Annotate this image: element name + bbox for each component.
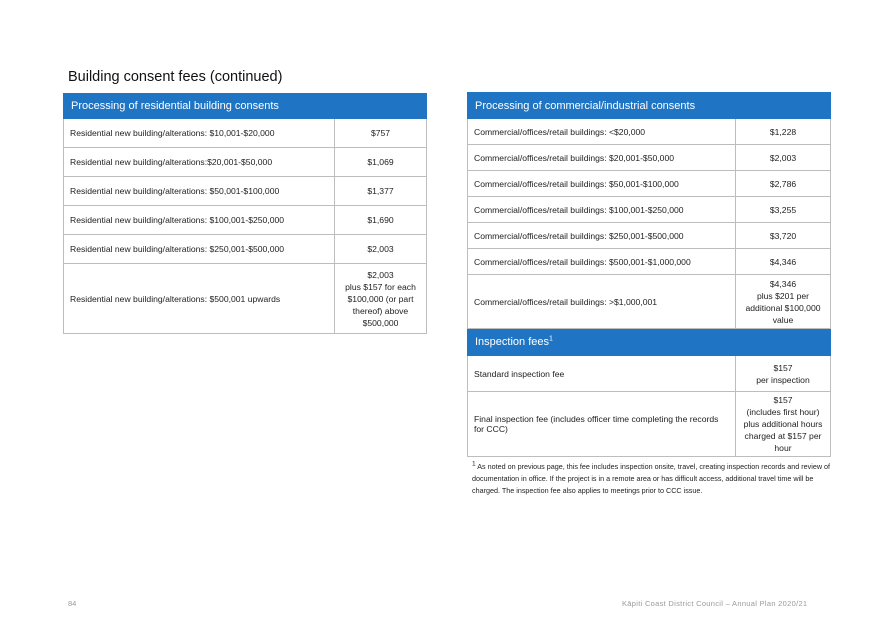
fee-description: Commercial/offices/retail buildings: $100,001-$250,000: [468, 197, 736, 223]
fee-description: Commercial/offices/retail buildings: $20,001-$50,000: [468, 145, 736, 171]
fee-line: additional $100,000: [745, 302, 821, 313]
fee-line: value: [772, 314, 794, 325]
fee-description: Commercial/offices/retail buildings: $50,001-$100,000: [468, 171, 736, 197]
fee-amount: $3,255: [736, 197, 831, 223]
table-row: [64, 264, 427, 334]
table-row: [468, 275, 831, 329]
residential-table-header: [64, 94, 427, 119]
fee-amount: [736, 392, 831, 457]
fee-description: Final inspection fee (includes officer time completing the records for CCC): [468, 392, 736, 457]
residential-heading: Processing of residential building consents: [64, 94, 427, 119]
fee-amount: $3,720: [736, 223, 831, 249]
fee-description: Commercial/offices/retail buildings: >$1,000,001: [468, 275, 736, 329]
footnote-text: As noted on previous page, this fee includes inspection onsite, travel, creating inspection records and review of documentation in office. If the project is in a remote area or has difficult access, additional travel time will be charged. The inspection fee also applies to meetings prior to CCC issue.: [472, 462, 831, 495]
fee-description: Residential new building/alterations: $500,001 upwards: [64, 264, 335, 334]
fee-description: Commercial/offices/retail buildings: $250,001-$500,000: [468, 223, 736, 249]
fee-line: $157: [773, 362, 793, 373]
footnote-marker: 1: [549, 335, 553, 343]
residential-fees-table: [63, 93, 427, 334]
fee-amount: $4,346: [736, 249, 831, 275]
table-row: [468, 392, 831, 457]
fee-line: $500,000: [362, 317, 399, 328]
fee-amount: $757: [335, 119, 427, 148]
fee-description: Residential new building/alterations: $10,001-$20,000: [64, 119, 335, 148]
inspection-heading-empty: [736, 329, 831, 356]
fee-description: Residential new building/alterations: $250,001-$500,000: [64, 235, 335, 264]
fee-line: $100,000 (or part: [347, 293, 414, 304]
document-footer: Kāpiti Coast District Council – Annual Plan 2020/21: [622, 599, 808, 608]
fee-amount: $1,069: [335, 148, 427, 177]
fee-amount: $1,690: [335, 206, 427, 235]
table-row: [468, 249, 831, 275]
footnote-number: 1: [472, 460, 476, 468]
fee-description: Residential new building/alterations:$20,001-$50,000: [64, 148, 335, 177]
page-number: 84: [68, 599, 77, 608]
fee-description: Residential new building/alterations: $50,001-$100,000: [64, 177, 335, 206]
table-row: [468, 223, 831, 249]
fee-line: plus $201 per: [756, 290, 810, 301]
fee-line: $2,003: [367, 269, 394, 280]
commercial-heading: Processing of commercial/industrial consents: [468, 93, 831, 119]
table-row: [468, 119, 831, 145]
inspection-heading: [468, 329, 736, 356]
table-row: [64, 148, 427, 177]
table-row: [64, 235, 427, 264]
fee-description: Commercial/offices/retail buildings: <$20,000: [468, 119, 736, 145]
fee-line: thereof) above: [352, 305, 409, 316]
fee-line: plus additional hours: [743, 419, 823, 429]
fee-amount: [736, 275, 831, 329]
fee-line: $157: [773, 395, 793, 405]
fee-description: Standard inspection fee: [468, 356, 736, 392]
table-row: [468, 356, 831, 392]
table-row: [468, 171, 831, 197]
fee-amount: $2,003: [335, 235, 427, 264]
fee-amount: $1,377: [335, 177, 427, 206]
inspection-table-header: [468, 329, 831, 356]
page-title: Building consent fees (continued): [68, 69, 283, 85]
table-row: [468, 197, 831, 223]
fee-amount: $2,786: [736, 171, 831, 197]
fee-line: hour: [774, 443, 792, 453]
inspection-heading-text: Inspection fees: [475, 336, 549, 348]
table-row: [64, 119, 427, 148]
commercial-fees-table: [467, 92, 831, 457]
fee-description: Residential new building/alterations: $100,001-$250,000: [64, 206, 335, 235]
fee-amount: $1,228: [736, 119, 831, 145]
table-row: [468, 145, 831, 171]
fee-line: $4,346: [769, 278, 797, 289]
footnote: [472, 461, 836, 497]
fee-amount: [736, 356, 831, 392]
fee-amount: [335, 264, 427, 334]
commercial-table-header: [468, 93, 831, 119]
fee-description: Commercial/offices/retail buildings: $500,001-$1,000,000: [468, 249, 736, 275]
fee-line: plus $157 for each: [345, 281, 416, 292]
fee-line: (includes first hour): [746, 407, 820, 417]
table-row: [64, 177, 427, 206]
fee-line: charged at $157 per: [744, 431, 822, 441]
fee-line: per inspection: [756, 374, 810, 385]
table-row: [64, 206, 427, 235]
fee-amount: $2,003: [736, 145, 831, 171]
